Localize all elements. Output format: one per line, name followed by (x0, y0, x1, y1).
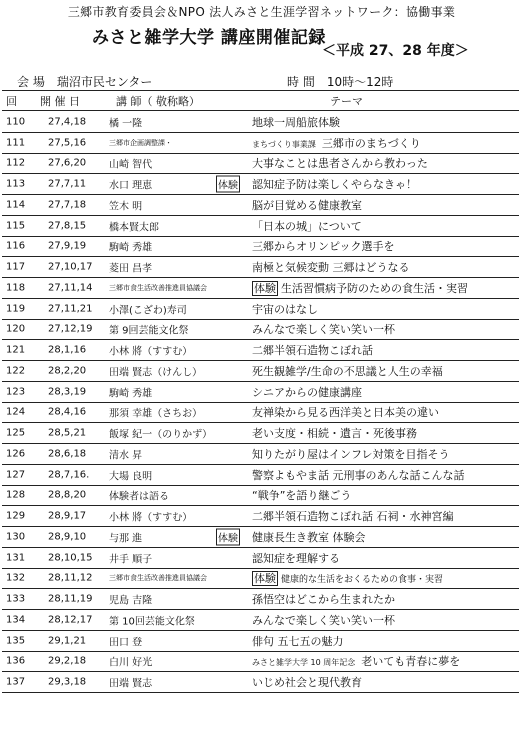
cell-theme (252, 321, 395, 337)
cell-no: 135 (6, 635, 26, 647)
time-label: 時 間 (287, 75, 315, 89)
table-row (2, 610, 519, 631)
cell-no: 114 (6, 199, 26, 211)
table-row (2, 299, 519, 320)
cell-lecturer: 駒崎 秀雄 (109, 388, 153, 400)
cell-lecturer: 水口 理恵 (109, 180, 153, 192)
cell-date: 29,3,18 (48, 676, 87, 688)
column-header-date: 開 催 日 (40, 95, 80, 108)
table-row (2, 112, 519, 133)
cell-lecturer: 橘 一隆 (109, 118, 143, 130)
cell-lecturer: 山崎 智代 (109, 159, 153, 171)
theme-text: いじめ社会と現代教育 (252, 676, 362, 690)
cell-lecturer: 第 10回芸能文化祭 (109, 616, 195, 628)
header-top-rule (2, 90, 519, 91)
cell-theme (252, 570, 443, 586)
cell-no: 136 (6, 655, 26, 667)
cell-date: 27,7,11 (48, 178, 87, 190)
fiscal-period: ＜平成 27、28 年度＞ (322, 43, 469, 59)
theme-text: シニアからの健康講座 (252, 385, 362, 399)
cell-date: 27,9,19 (48, 240, 87, 252)
cell-no: 123 (6, 386, 26, 398)
cell-lecturer: 児島 吉隆 (109, 595, 153, 607)
table-row (2, 631, 519, 652)
time-info (287, 73, 393, 90)
lecture-record-table (2, 112, 519, 693)
cell-theme (252, 550, 340, 566)
table-row (2, 320, 519, 341)
cell-no: 137 (6, 676, 26, 688)
theme-text: 健康的な生活をおくるための食事・実習 (281, 575, 444, 586)
theme-text: 脳が目覚める健康教室 (252, 198, 362, 212)
cell-no: 119 (6, 303, 26, 315)
theme-text: みんなで楽しく笑い笑い一杯 (252, 323, 395, 337)
venue-label: 会 場 (17, 75, 45, 89)
cell-date: 28,8,20 (48, 489, 87, 501)
cell-theme (252, 363, 443, 379)
cell-theme (252, 633, 344, 649)
venue-value: 瑞沼市民センター (56, 75, 153, 89)
cell-no: 128 (6, 489, 26, 501)
cell-date: 28,11,19 (48, 593, 93, 605)
table-row (2, 216, 519, 237)
theme-text: 老い支度・相続・遺言・死後事務 (252, 427, 417, 441)
cell-date: 28,10,15 (48, 552, 93, 564)
table-row (2, 652, 519, 673)
cell-lecturer: 田端 賢志（けんし） (109, 367, 203, 379)
cell-lecturer: 那須 幸雄（さちお） (109, 408, 203, 420)
theme-text: 知りたがり屋はインフレ対策を目指そう (252, 447, 450, 461)
cell-no: 113 (6, 178, 26, 190)
cell-theme (252, 384, 362, 400)
table-row (2, 195, 519, 216)
cell-theme (252, 342, 373, 358)
theme-text: 生活習慣病予防のための食生活・実習 (281, 281, 468, 295)
theme-text: 老いても青春に夢を (361, 655, 461, 669)
cell-lecturer: 橋本賢太郎 (109, 222, 159, 234)
table-row (2, 403, 519, 424)
table-row (2, 154, 519, 175)
theme-text: 認知症予防は楽しくやらなきゃ！ (252, 178, 417, 192)
cell-date: 28,1,16 (48, 344, 87, 356)
cell-no: 121 (6, 344, 26, 356)
table-row (2, 672, 519, 693)
cell-lecturer: 第 9回芸能文化祭 (109, 325, 189, 337)
cell-theme (252, 529, 366, 545)
cell-no: 117 (6, 261, 26, 273)
cell-no: 134 (6, 614, 26, 626)
table-row (2, 465, 519, 486)
theme-prefix: みさと雑学大学 10 周年記念 (252, 658, 356, 668)
table-row (2, 423, 519, 444)
cell-no: 132 (6, 572, 26, 584)
theme-text: 大事なことは患者さんから教わった (252, 157, 428, 171)
cell-date: 29,2,18 (48, 655, 87, 667)
cell-no: 112 (6, 157, 26, 169)
table-row (2, 133, 519, 154)
theme-text: 孫悟空はどこから生まれたか (252, 593, 395, 607)
cell-lecturer: 小林 將（すすむ） (109, 346, 193, 358)
cell-no: 118 (6, 282, 26, 294)
cell-no: 116 (6, 240, 26, 252)
cell-theme (252, 155, 428, 171)
cell-no: 131 (6, 552, 26, 564)
cell-theme (252, 591, 395, 607)
theme-text: 三郷からオリンピック選手を (252, 240, 395, 254)
cell-lecturer: 白川 好光 (109, 657, 153, 669)
cell-no: 111 (6, 137, 26, 149)
cell-lecturer: 井手 順子 (109, 554, 153, 566)
cell-date: 28,9,17 (48, 510, 87, 522)
theme-text: 南極と気候変動 三郷はどうなる (252, 261, 410, 275)
cell-date: 28,9,10 (48, 531, 87, 543)
cell-no: 110 (6, 116, 26, 128)
cell-theme (252, 301, 318, 317)
cell-date: 27,6,20 (48, 157, 87, 169)
cell-lecturer: 小林 將（すすむ） (109, 512, 193, 524)
organizers-line: 三郷市教育委員会＆NPO 法人みさと生涯学習ネットワーク：協働事業 (67, 5, 456, 19)
cell-date: 28,11,12 (48, 572, 93, 584)
experience-tag: 体験 (254, 572, 276, 586)
cell-date: 28,3,19 (48, 386, 87, 398)
cell-lecturer: 三郷市企画調整課・ (109, 138, 172, 147)
table-row (2, 361, 519, 382)
cell-date: 28,4,16 (48, 406, 87, 418)
column-header-theme: テーマ (330, 95, 363, 108)
cell-theme (252, 467, 465, 483)
cell-lecturer: 三郷市食生活改善推進員協議会 (109, 283, 207, 292)
cell-date: 27,4,18 (48, 116, 87, 128)
table-row (2, 257, 519, 278)
cell-lecturer: 清水 昇 (109, 450, 143, 462)
theme-text: 二郷半領石造物こぼれ話 石祠・水神宮編 (252, 510, 454, 524)
table-row (2, 340, 519, 361)
theme-text: 「日本の城」について (252, 219, 362, 233)
cell-lecturer: 笠木 明 (109, 201, 143, 213)
cell-date: 28,6,18 (48, 448, 87, 460)
table-row (2, 548, 519, 569)
table-row (2, 278, 519, 299)
theme-prefix: まちづくり事業課 (252, 139, 316, 149)
cell-theme (252, 425, 417, 441)
cell-no: 115 (6, 220, 26, 232)
cell-theme (252, 218, 362, 234)
cell-theme (252, 653, 460, 669)
cell-date: 27,7,18 (48, 199, 87, 211)
cell-theme (252, 487, 351, 503)
cell-theme (252, 114, 340, 130)
cell-date: 28,5,21 (48, 427, 87, 439)
cell-date: 28,7,16. (48, 469, 90, 481)
table-row (2, 486, 519, 507)
cell-date: 27,10,17 (48, 261, 93, 273)
cell-date: 28,2,20 (48, 365, 87, 377)
theme-text: みんなで楽しく笑い笑い一杯 (252, 613, 395, 627)
cell-date: 29,1,21 (48, 635, 87, 647)
cell-no: 126 (6, 448, 26, 460)
cell-lecturer: 飯塚 紀一（のりかず） (109, 429, 213, 441)
theme-text: 認知症を理解する (252, 551, 340, 565)
table-row (2, 174, 519, 195)
cell-date: 27,11,21 (48, 303, 93, 315)
cell-lecturer: 大場 良明 (109, 471, 153, 483)
column-header-no: 回 (6, 95, 17, 108)
table-row (2, 237, 519, 258)
cell-theme (252, 238, 395, 254)
cell-lecturer: 田口 登 (109, 637, 143, 649)
cell-no: 130 (6, 531, 26, 543)
theme-text: 地球一周船旅体験 (252, 115, 340, 129)
cell-no: 120 (6, 323, 26, 335)
cell-date: 27,11,14 (48, 282, 93, 294)
cell-theme (252, 508, 454, 524)
cell-lecturer: 駒崎 秀雄 (109, 242, 153, 254)
experience-tag: 体験 (216, 528, 240, 545)
theme-text: 俳句 五七五の魅力 (252, 634, 344, 648)
header-bottom-rule (2, 110, 519, 111)
cell-no: 129 (6, 510, 26, 522)
cell-date: 27,12,19 (48, 323, 93, 335)
table-row (2, 569, 519, 590)
experience-tag: 体験 (254, 281, 276, 295)
cell-theme (252, 135, 421, 151)
cell-theme (252, 280, 468, 296)
theme-text: 三郷市のまちづくり (321, 136, 421, 150)
table-row (2, 527, 519, 548)
theme-text: 宇宙のはなし (252, 302, 318, 316)
cell-theme (252, 404, 439, 420)
cell-lecturer: 体験者は語る (109, 491, 169, 503)
table-row (2, 589, 519, 610)
theme-text: 警察よもやま話 元刑事のあんな話こんな話 (252, 468, 465, 482)
table-row (2, 382, 519, 403)
page-title: みさと雑学大学 講座開催記録 (92, 28, 326, 48)
cell-date: 27,5,16 (48, 137, 87, 149)
cell-theme (252, 612, 395, 628)
cell-date: 28,12,17 (48, 614, 93, 626)
cell-theme (252, 446, 450, 462)
cell-theme (252, 259, 410, 275)
cell-theme (252, 197, 362, 213)
cell-theme (252, 674, 362, 690)
table-row (2, 444, 519, 465)
theme-text: “戦争”を語り継ごう (252, 489, 352, 503)
cell-no: 124 (6, 406, 26, 418)
cell-theme (252, 176, 417, 192)
cell-lecturer: 小澤(こざわ)寿司 (109, 305, 187, 317)
experience-tag: 体験 (216, 176, 240, 193)
theme-text: 死生観雑学/生命の不思議と人生の幸福 (252, 364, 443, 378)
cell-no: 133 (6, 593, 26, 605)
cell-lecturer: 田端 賢志 (109, 678, 153, 690)
cell-no: 127 (6, 469, 26, 481)
table-row (2, 506, 519, 527)
cell-no: 122 (6, 365, 26, 377)
cell-lecturer: 三郷市食生活改善推進員協議会 (109, 574, 207, 583)
cell-date: 27,8,15 (48, 220, 87, 232)
time-value: 10時～12時 (326, 75, 394, 89)
theme-text: 友禅染から見る西洋美と日本美の違い (252, 406, 439, 420)
cell-lecturer: 与那 進 (109, 533, 143, 545)
venue-info (17, 73, 152, 90)
theme-text: 二郷半領石造物こぼれ話 (252, 344, 373, 358)
cell-no: 125 (6, 427, 26, 439)
theme-text: 健康長生き教室 体験会 (252, 530, 366, 544)
column-header-lecturer: 講 師（ 敬称略） (116, 95, 200, 108)
cell-lecturer: 菱田 昌孝 (109, 263, 153, 275)
